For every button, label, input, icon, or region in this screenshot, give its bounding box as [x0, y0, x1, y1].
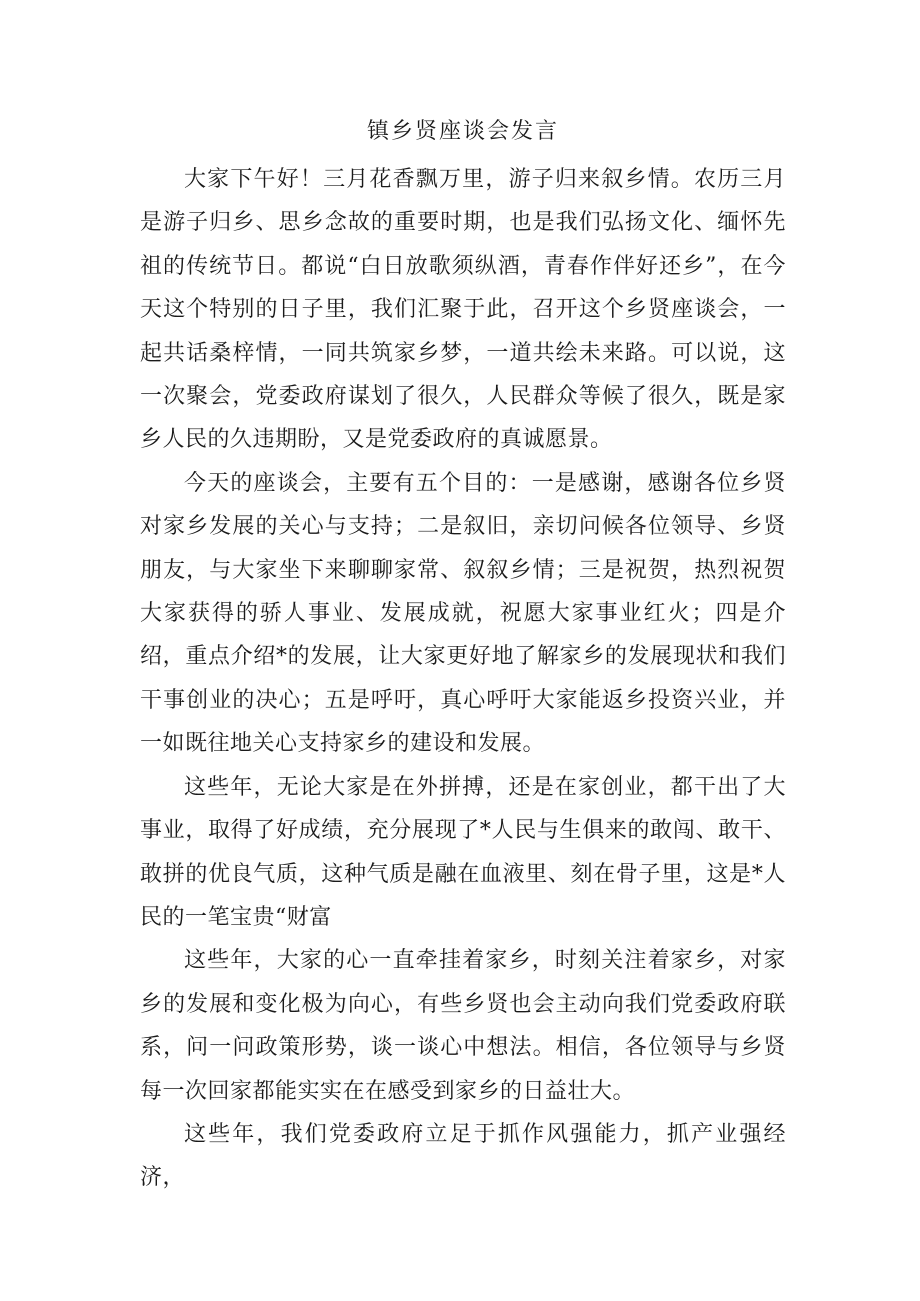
document-page	[140, 112, 786, 1200]
paragraph-2: 今天的座谈会，主要有五个目的：一是感谢，感谢各位乡贤对家乡发展的关心与支持；二是叙旧，亲切问候各位领导、乡贤朋友，与大家坐下来聊聊家常、叙叙乡情；三是祝贺，热烈祝贺大家获得的骄人事业、发展成就，祝愿大家事业红火；四是介绍，重点介绍*的发展，让大家更好地了解家乡的发展现状和我们干事创业的决心；五是呼吁，真心呼吁大家能返乡投资兴业，并一如既往地关心支持家乡的建设和发展。	[140, 470, 786, 757]
paragraph-1: 大家下午好！三月花香飘万里，游子归来叙乡情。农历三月是游子归乡、思乡念故的重要时期，也是我们弘扬文化、缅怀先祖的传统节日。都说“白日放歌须纵酒，青春作伴好还乡”，在今天这个特别的日子里，我们汇聚于此，召开这个乡贤座谈会，一起共话桑梓情，一同共筑家乡梦，一道共绘未来路。可以说，这一次聚会，党委政府谋划了很久，人民群众等候了很久，既是家乡人民的久违期盼，又是党委政府的真诚愿景。	[140, 167, 786, 453]
document-title: 镇乡贤座谈会发言	[366, 119, 559, 144]
paragraph-3: 这些年，无论大家是在外拼搏，还是在家创业，都干出了大事业，取得了好成绩，充分展现了*人民与生俱来的敢闯、敢干、敢拼的优良气质，这种气质是融在血液里、刻在骨子里，这是*人民的一笔宝贵“财富	[140, 774, 786, 930]
paragraph-4: 这些年，大家的心一直牵挂着家乡，时刻关注着家乡，对家乡的发展和变化极为向心，有些乡贤也会主动向我们党委政府联系，问一问政策形势，谈一谈心中想法。相信，各位领导与乡贤每一次回家都能实实在在感受到家乡的日益壮大。	[140, 948, 786, 1104]
paragraph-5: 这些年，我们党委政府立足于抓作风强能力，抓产业强经济，	[140, 1121, 786, 1191]
